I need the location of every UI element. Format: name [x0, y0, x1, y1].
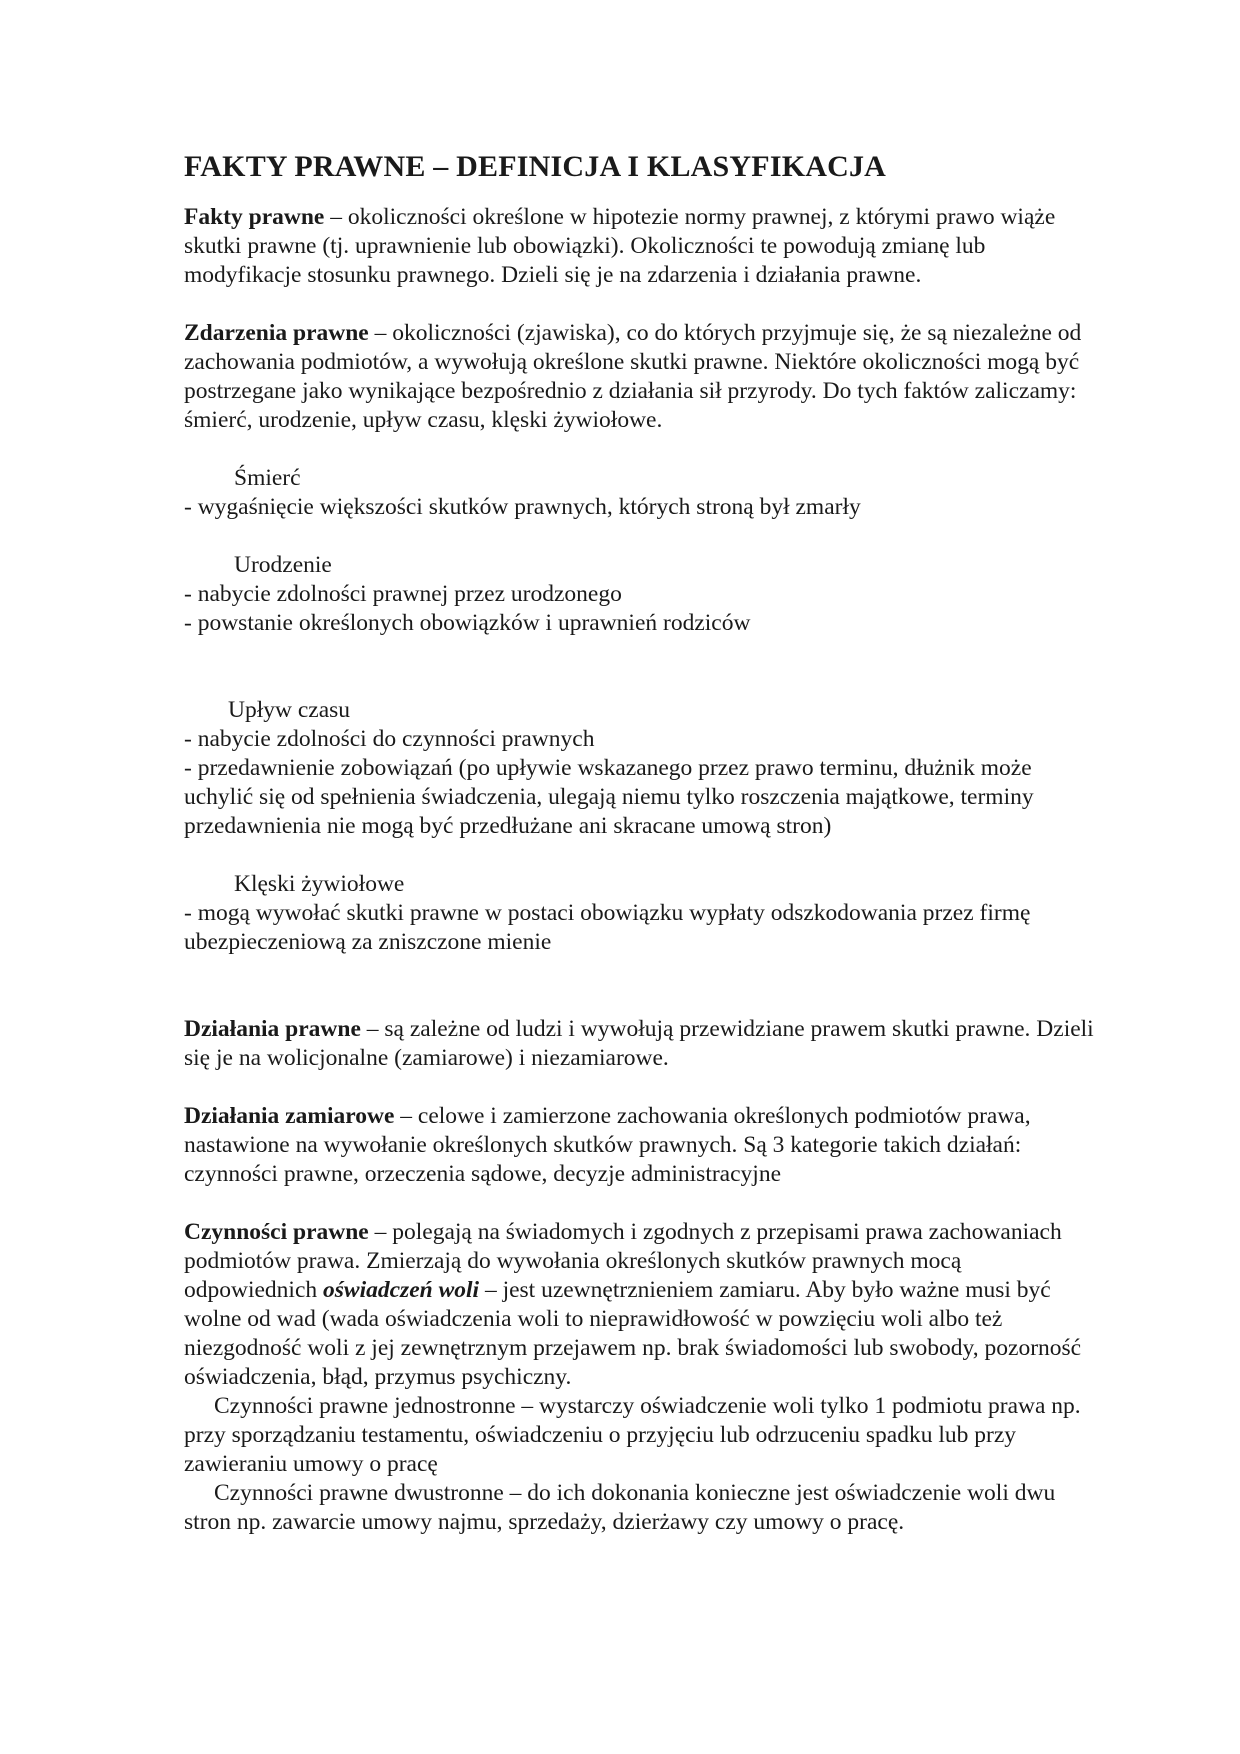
paragraph-dzialania-zamiarowe [184, 1102, 1094, 1189]
list-item: - wygaśnięcie większości skutków prawnych, których stroną był zmarły [184, 494, 861, 520]
emphasis-oswiadczen-woli: oświadczeń woli [323, 1277, 480, 1303]
heading-kleski-zywiolowe: Klęski żywiołowe [234, 871, 405, 897]
term-zdarzenia-prawne: Zdarzenia prawne [184, 320, 369, 346]
heading-uplyw-czasu: Upływ czasu [228, 697, 351, 723]
paragraph-fakty-prawne [184, 203, 1094, 290]
list-item: - nabycie zdolności prawnej przez urodzonego [184, 581, 622, 607]
term-czynnosci-prawne: Czynności prawne [184, 1219, 369, 1245]
definition-fakty-prawne: – okoliczności określone w hipotezie normy prawnej, z którymi prawo wiąże skutki prawne (tj. uprawnienie lub obowiązki). Okoliczności te powodują zmianę lub modyfikacje stosunku prawnego. Dzieli się je na zdarzenia i działania prawne. [184, 204, 1056, 288]
document-page [184, 138, 1094, 1537]
term-fakty-prawne: Fakty prawne [184, 204, 325, 230]
paragraph-czynnosci-jednostronne: Czynności prawne jednostronne – wystarczy oświadczenie woli tylko 1 podmiotu prawa np. przy sporządzaniu testamentu, oświadczeniu o przyjęciu lub odrzuceniu spadku lub przy zawieraniu umowy o pracę [184, 1393, 1081, 1477]
paragraph-zdarzenia-prawne [184, 319, 1094, 435]
heading-urodzenie: Urodzenie [234, 552, 332, 578]
paragraph-czynnosci-prawne [184, 1218, 1094, 1392]
list-item: - powstanie określonych obowiązków i uprawnień rodziców [184, 610, 751, 636]
definition-dzialania-prawne: – są zależne od ludzi i wywołują przewidziane prawem skutki prawne. Dzieli się je na wolicjonalne (zamiarowe) i niezamiarowe. [184, 1016, 1094, 1071]
list-item: - mogą wywołać skutki prawne w postaci obowiązku wypłaty odszkodowania przez firmę ubezpieczeniową za zniszczone mienie [184, 900, 1031, 955]
definition-czynnosci-prawne-part-a: – polegają na świadomych i zgodnych z przepisami prawa zachowaniach podmiotów prawa. Zmierzają do wywołania określonych skutków prawnych mocą odpowiednich [184, 1219, 1062, 1303]
document-title: FAKTY PRAWNE – DEFINICJA I KLASYFIKACJA [184, 150, 887, 183]
list-item: - przedawnienie zobowiązań (po upływie wskazanego przez prawo terminu, dłużnik może uchylić się od spełnienia świadczenia, ulegają niemu tylko roszczenia majątkowe, terminy przedawnienia nie mogą być przedłużane ani skracane umową stron) [184, 755, 1034, 839]
paragraph-dzialania-prawne [184, 1015, 1094, 1073]
term-dzialania-zamiarowe: Działania zamiarowe [184, 1103, 395, 1129]
definition-dzialania-zamiarowe: – celowe i zamierzone zachowania określonych podmiotów prawa, nastawione na wywołanie określonych skutków prawnych. Są 3 kategorie takich działań: czynności prawne, orzeczenia sądowe, decyzje administracyjne [184, 1103, 1031, 1187]
list-item: - nabycie zdolności do czynności prawnych [184, 726, 595, 752]
paragraph-czynnosci-dwustronne: Czynności prawne dwustronne – do ich dokonania konieczne jest oświadczenie woli dwu stron np. zawarcie umowy najmu, sprzedaży, dzierżawy czy umowy o pracę. [184, 1480, 1056, 1535]
term-dzialania-prawne: Działania prawne [184, 1016, 361, 1042]
definition-zdarzenia-prawne: – okoliczności (zjawiska), co do których przyjmuje się, że są niezależne od zachowania podmiotów, a wywołują określone skutki prawne. Niektóre okoliczności mogą być postrzegane jako wynikające bezpośrednio z działania sił przyrody. Do tych faktów zaliczamy: śmierć, urodzenie, upływ czasu, klęski żywiołowe. [184, 320, 1082, 433]
heading-smierc: Śmierć [234, 465, 301, 491]
definition-czynnosci-prawne-part-b: – jest uzewnętrznieniem zamiaru. Aby było ważne musi być wolne od wad (wada oświadczenia woli to nieprawidłowość w powzięciu woli albo też niezgodność woli z jej zewnętrznym przejawem np. brak świadomości lub swobody, pozorność oświadczenia, błąd, przymus psychiczny. [184, 1277, 1082, 1390]
